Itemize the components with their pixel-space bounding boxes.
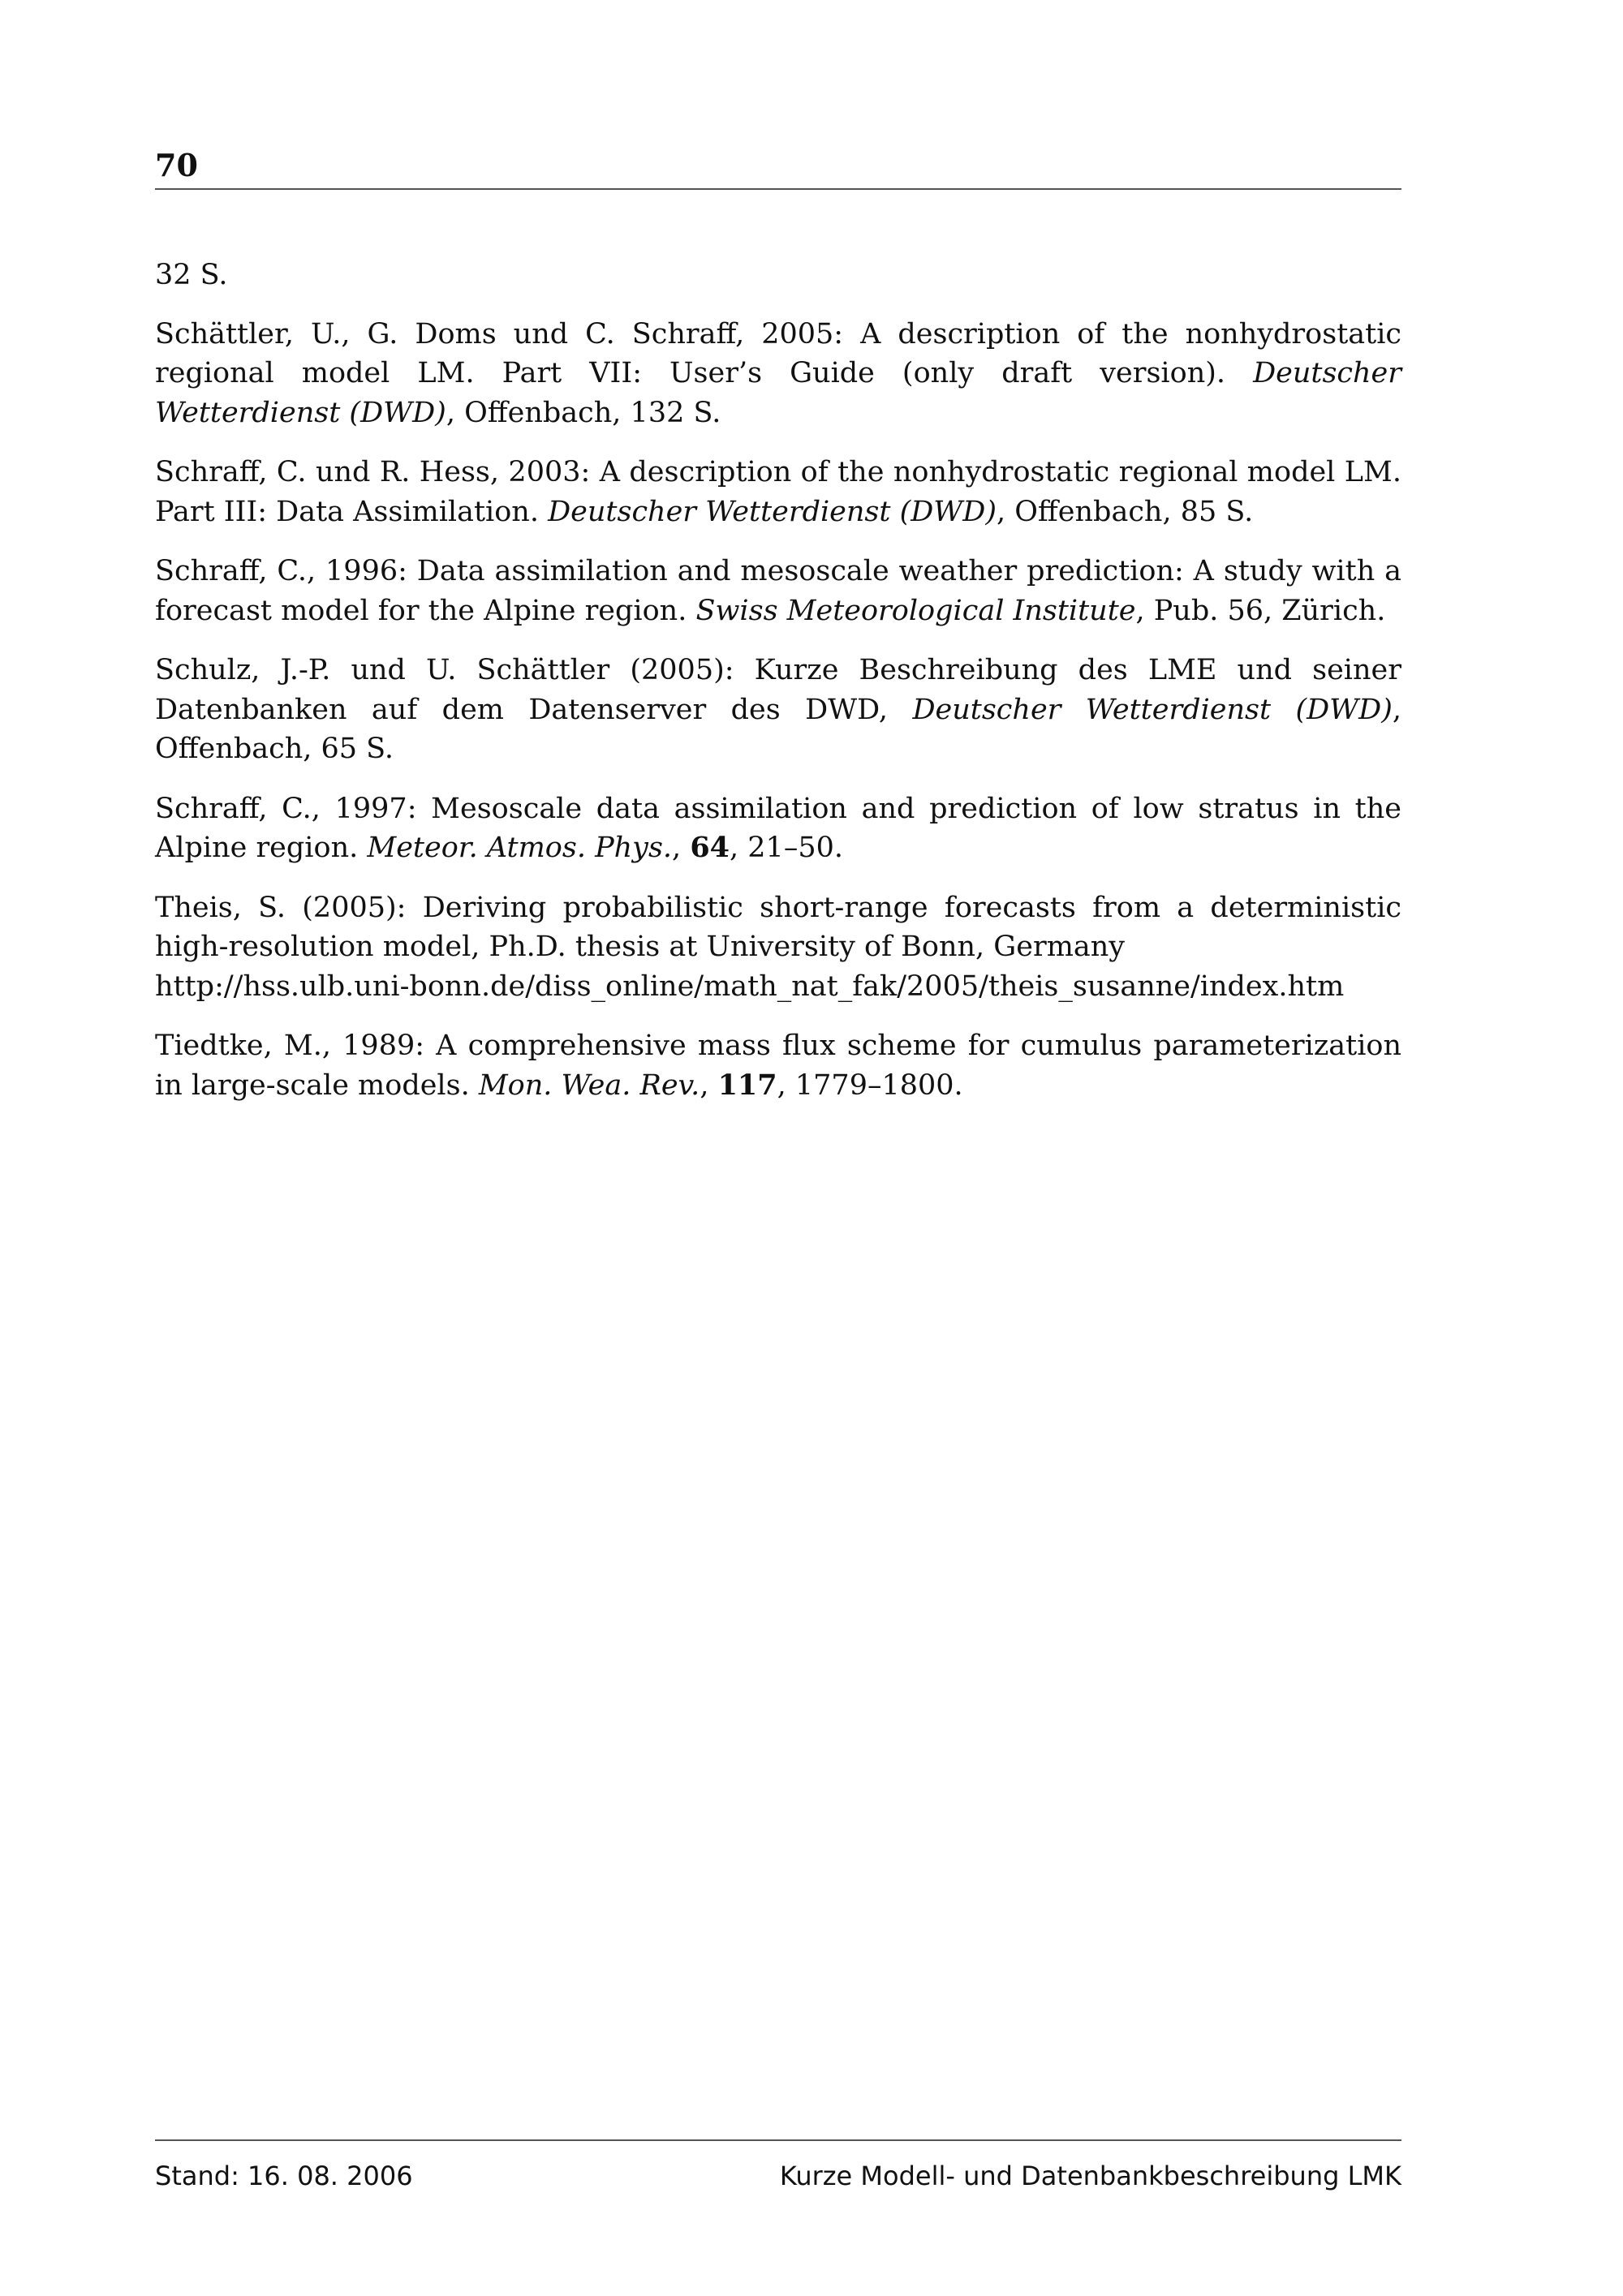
reference-url: http://hss.ulb.uni-bonn.de/diss_online/math_nat_fak/2005/theis_susanne/index.htm <box>155 970 1345 1003</box>
reference-tiedtke-1989: Tiedtke, M., 1989: A comprehensive mass flux scheme for cumulus parameterization in large-scale models. Mon. Wea. Rev., 117, 1779–1800. <box>155 1030 1401 1102</box>
footer-rule <box>155 2139 1401 2141</box>
reference-schraff-1996: Schraff, C., 1996: Data assimilation and mesoscale weather prediction: A study with a forecast model for the Alpine region. Swiss Meteorological Institute, Pub. 56, Zürich. <box>155 555 1401 627</box>
reference-schraff-1997: Schraff, C., 1997: Mesoscale data assimilation and prediction of low stratus in the Alpine region. Meteor. Atmos. Phys., 64, 21–50. <box>155 792 1401 864</box>
page-number: 70 <box>155 147 198 183</box>
reference-theis-2005: Theis, S. (2005): Deriving probabilistic short-range forecasts from a deterministic high-resolution model, Ph.D. thesis at University of Bonn, Germany http://hss.ulb.uni-bonn.de/diss_online/math_nat_fak/2005/theis_susanne/index.htm <box>155 891 1401 1003</box>
reference-schraff-hess-2003: Schraff, C. und R. Hess, 2003: A description of the nonhydrostatic regional model LM. Part III: Data Assimilation. Deutscher Wetterdienst (DWD), Offenbach, 85 S. <box>155 456 1401 528</box>
footer-title: Kurze Modell- und Datenbankbeschreibung LMK <box>779 2161 1401 2191</box>
reference-schaettler-2005: Schättler, U., G. Doms und C. Schraff, 2005: A description of the nonhydrostatic regional model LM. Part VII: User’s Guide (only draft version). Deutscher Wetterdienst (DWD), Offenbach, 132 S. <box>155 317 1401 429</box>
reference-list <box>155 256 1401 1125</box>
reference-schulz-2005: Schulz, J.-P. und U. Schättler (2005): Kurze Beschreibung des LME und seiner Datenbanken auf dem Datenserver des DWD, Deutscher Wetterdienst (DWD), Offenbach, 65 S. <box>155 654 1401 765</box>
reference-continuation: 32 S. <box>155 259 228 291</box>
header-rule <box>155 188 1401 190</box>
footer-date: Stand: 16. 08. 2006 <box>155 2161 413 2191</box>
